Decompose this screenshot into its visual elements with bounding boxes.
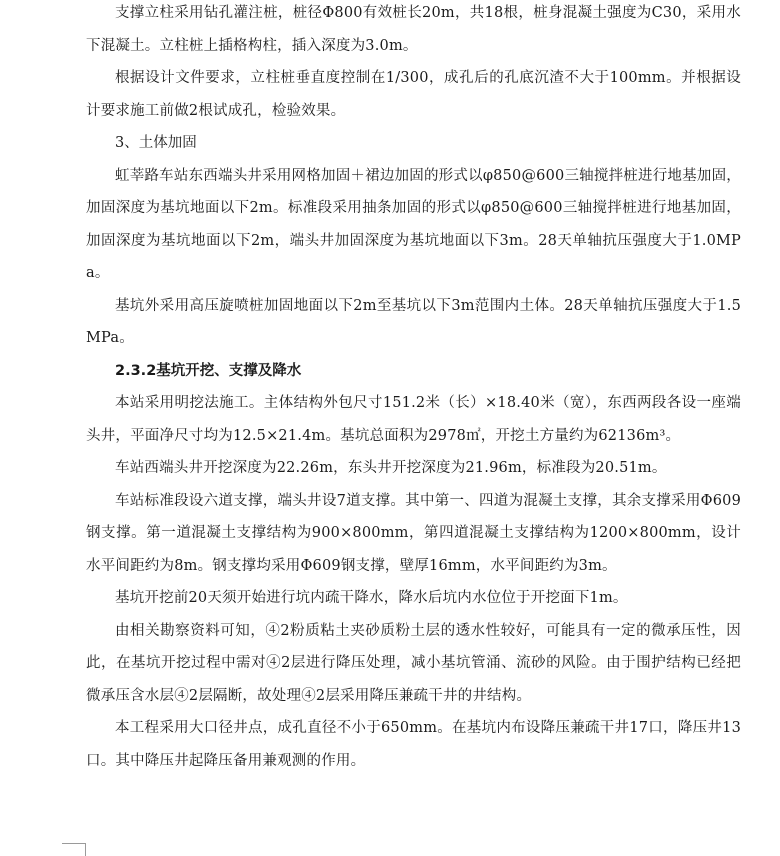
paragraph-dewatering: 基坑开挖前20天须开始进行坑内疏干降水，降水后坑内水位位于开挖面下1m。 [115, 590, 628, 606]
paragraph-excavation-depth: 车站西端头井开挖深度为22.26m，东头井开挖深度为21.96m，标准段为20.51m。 [115, 460, 667, 476]
page-corner-mark [62, 843, 86, 856]
paragraph-confined-aquifer: 由相关勘察资料可知，④2粉质粘土夹砂质粉土层的透水性较好，可能具有一定的微承压性，因此，在基坑开挖过程中需对④2层进行降压处理，减小基坑管涌、流砂的风险。由于围护结构已经把微承压含水层④2层隔断，故处理④2层采用降压兼疏干井的井结构。 [86, 622, 741, 704]
paragraph-column-piles: 支撑立柱采用钻孔灌注桩，桩径Φ800有效桩长20m，共18根，桩身混凝土强度为C30，采用水下混凝土。立柱桩上插格构柱，插入深度为3.0m。 [86, 5, 741, 54]
paragraph-open-cut: 本站采用明挖法施工。主体结构外包尺寸151.2米（长）×18.40米（宽），东西两段各设一座端头井，平面净尺寸均为12.5×21.4m。基坑总面积为2978㎡，开挖土方量约为62136m³。 [86, 395, 741, 444]
paragraph-supports: 车站标准段设六道支撑，端头井设7道支撑。其中第一、四道为混凝土支撑，其余支撑采用Φ609钢支撑。第一道混凝土支撑结构为900×800mm，第四道混凝土支撑结构为1200×800mm，设计水平间距约为8m。钢支撑均采用Φ609钢支撑，壁厚16mm，水平间距约为3m。 [86, 492, 741, 574]
section-soil-reinforcement: 3、土体加固 [115, 135, 197, 151]
paragraph-reinforcement-method: 虹莘路车站东西端头井采用网格加固＋裙边加固的形式以φ850@600三轴搅拌桩进行地基加固，加固深度为基坑地面以下2m。标准段采用抽条加固的形式以φ850@600三轴搅拌桩进行地基加固，加固深度为基坑地面以下2m，端头井加固深度为基坑地面以下3m。28天单轴抗压强度大于1.0MPa。 [86, 167, 741, 281]
section-heading-excavation: 2.3.2基坑开挖、支撑及降水 [115, 362, 302, 379]
document-page [86, 0, 741, 777]
paragraph-verticality: 根据设计文件要求，立柱桩垂直度控制在1/300，成孔后的孔底沉渣不大于100mm。并根据设计要求施工前做2根试成孔，检验效果。 [86, 70, 741, 119]
paragraph-well-points: 本工程采用大口径井点，成孔直径不小于650mm。在基坑内布设降压兼疏干井17口，降压井13口。其中降压井起降压备用兼观测的作用。 [86, 720, 741, 769]
paragraph-jet-grouting: 基坑外采用高压旋喷桩加固地面以下2m至基坑以下3m范围内土体。28天单轴抗压强度大于1.5MPa。 [86, 297, 741, 346]
